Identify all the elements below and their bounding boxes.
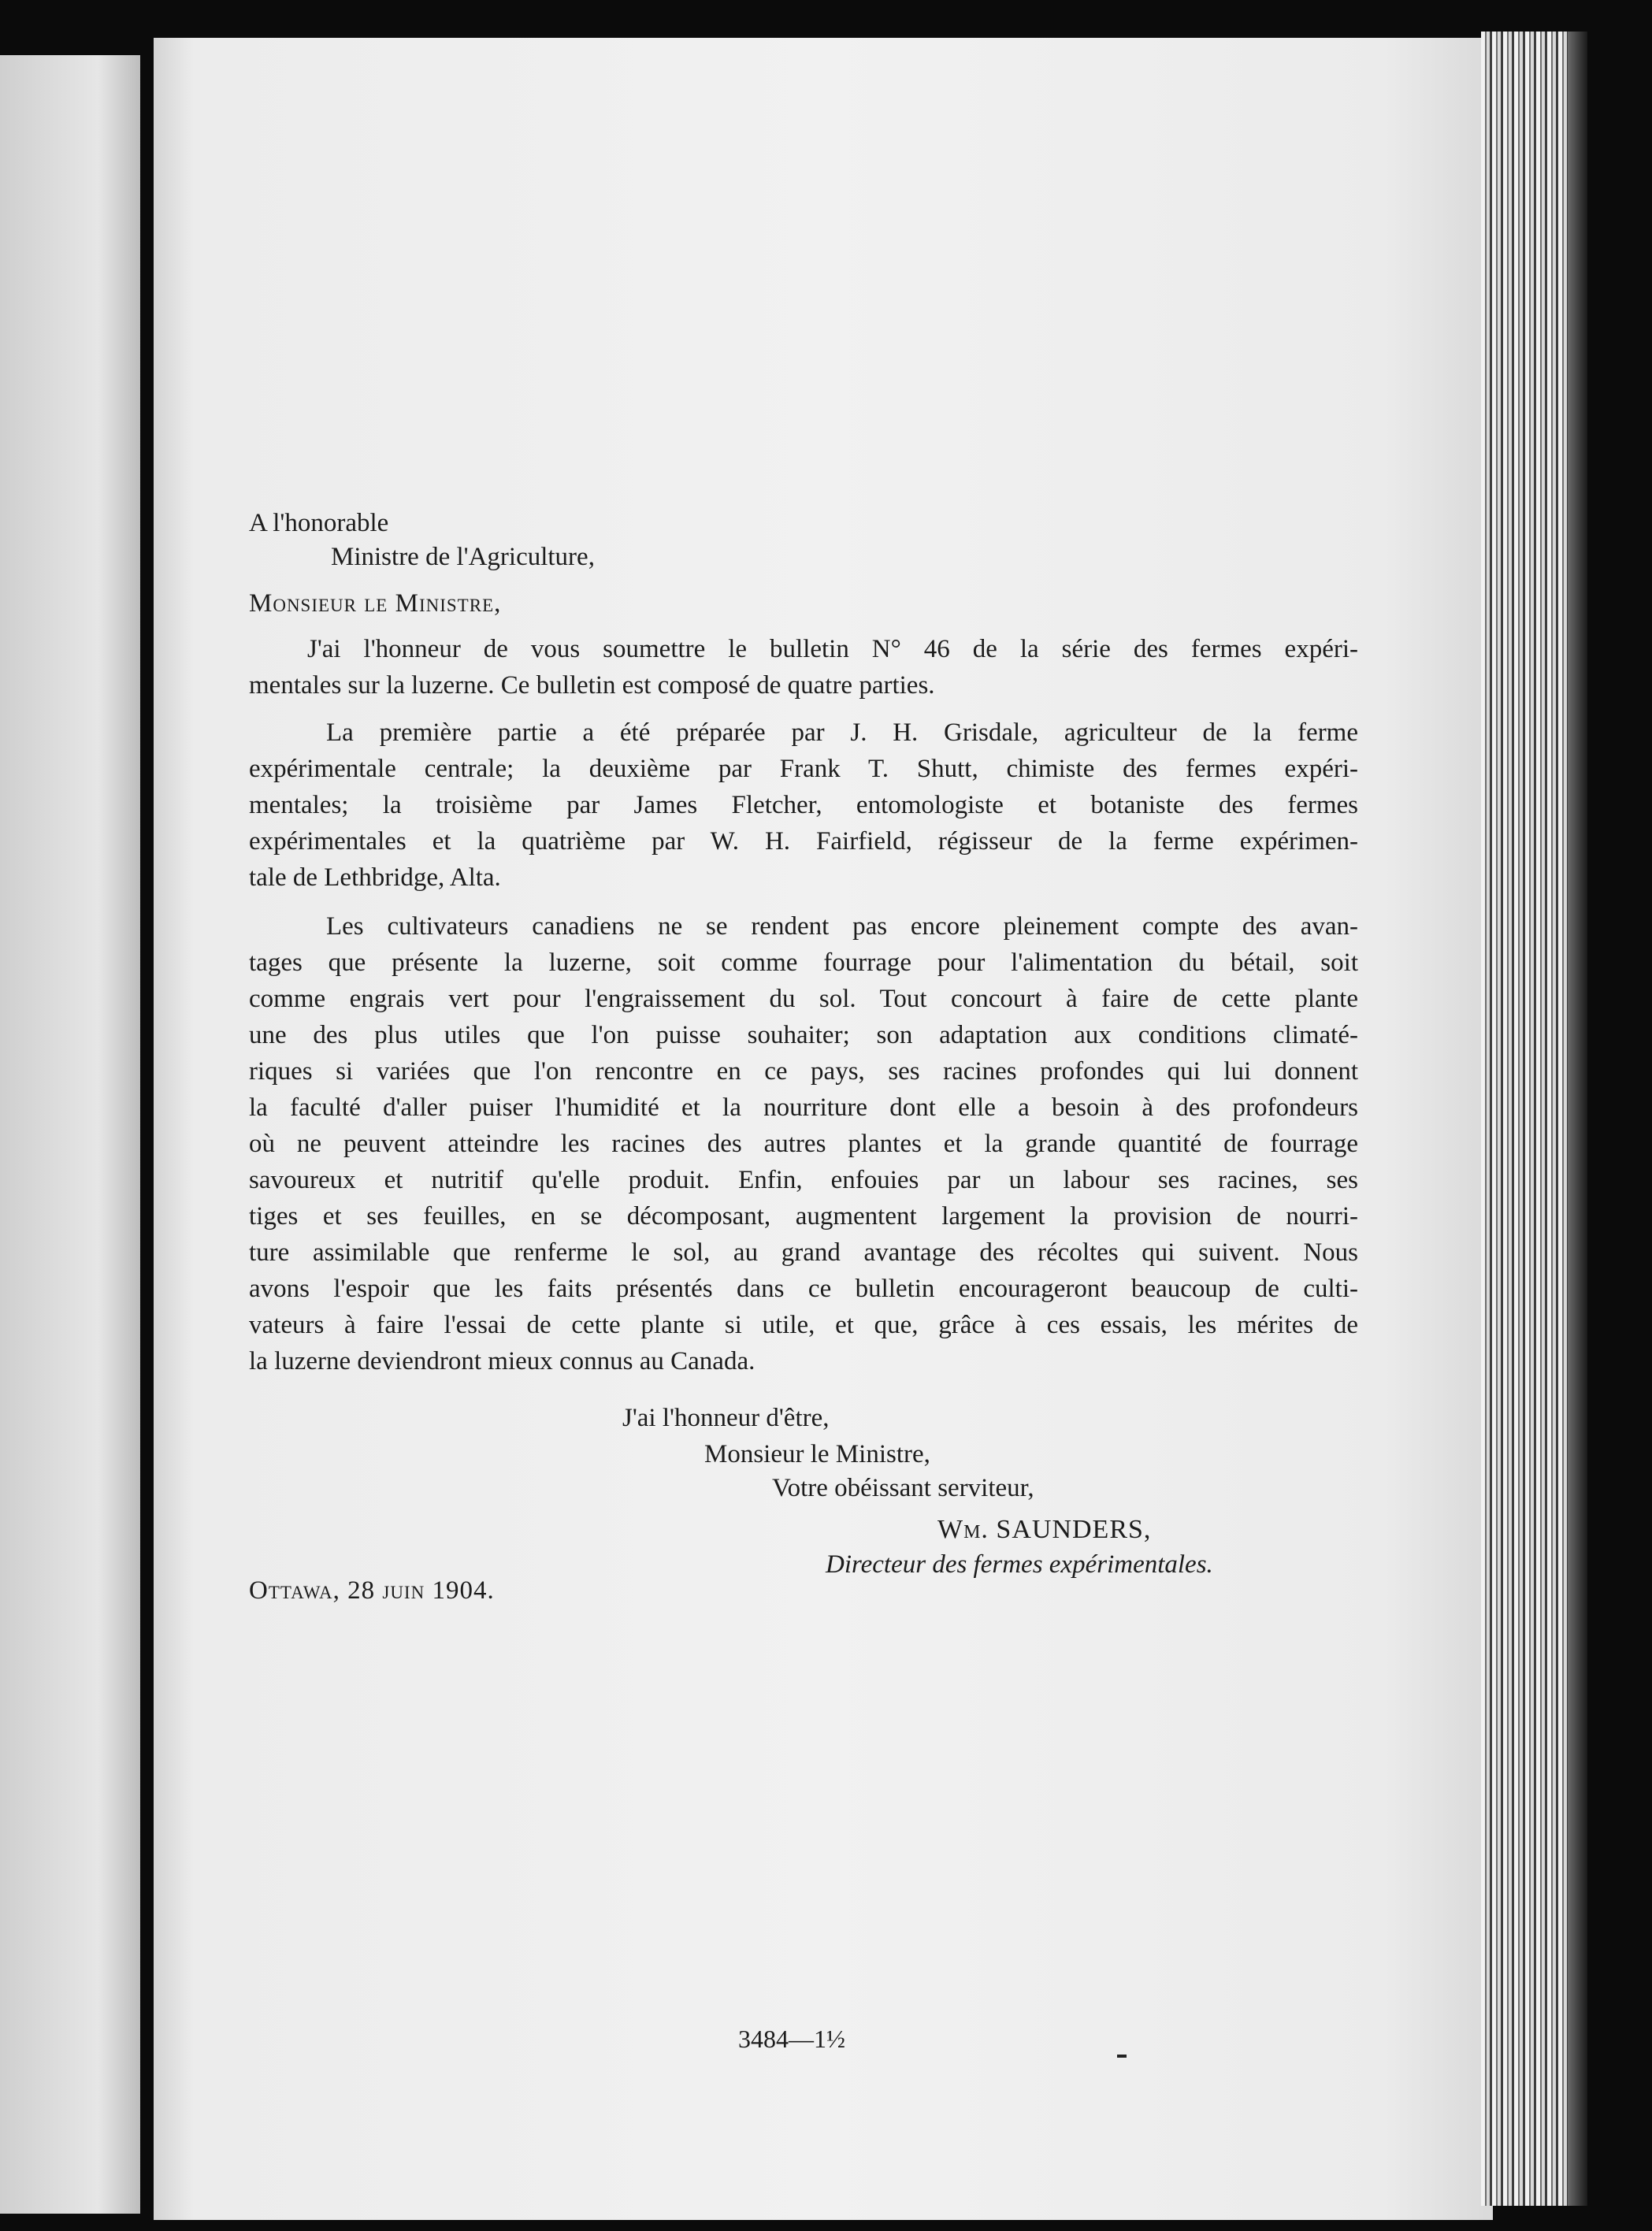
paragraph-2-line-3: mentales; la troisième par James Fletcher, entomologiste et botaniste des fermes xyxy=(249,791,1358,819)
paragraph-3-line-6: la faculté d'aller puiser l'humidité et la nourriture dont elle a besoin à des profondeurs xyxy=(249,1093,1358,1122)
paragraph-3-line-12: vateurs à faire l'essai de cette plante si utile, et que, grâce à ces essais, les mérites de xyxy=(249,1311,1358,1339)
salutation-line-2: Ministre de l'Agriculture, xyxy=(331,543,595,571)
paragraph-1-line-1: J'ai l'honneur de vous soumettre le bulletin N° 46 de la série des fermes expéri- xyxy=(307,635,1358,663)
ink-mark xyxy=(1117,2055,1127,2058)
paragraph-2-line-4: expérimentales et la quatrième par W. H. Fairfield, régisseur de la ferme expérimen- xyxy=(249,827,1358,856)
paragraph-3-line-8: savoureux et nutritif qu'elle produit. Enfin, enfouies par un labour ses racines, ses xyxy=(249,1166,1358,1194)
closing-line-2: Monsieur le Ministre, xyxy=(704,1440,930,1468)
salutation-address: Monsieur le Ministre, xyxy=(249,589,502,618)
closing-line-1: J'ai l'honneur d'être, xyxy=(622,1404,830,1432)
paragraph-2-line-2: expérimentale centrale; la deuxième par Frank T. Shutt, chimiste des fermes expéri- xyxy=(249,755,1358,783)
paragraph-3-line-7: où ne peuvent atteindre les racines des autres plantes et la grande quantité de fourrage xyxy=(249,1130,1358,1158)
place-date: Ottawa, 28 juin 1904. xyxy=(249,1576,495,1605)
page-folio: 3484—1½ xyxy=(738,2025,845,2053)
paragraph-3-line-5: riques si variées que l'on rencontre en ce pays, ses racines profondes qui lui donnent xyxy=(249,1057,1358,1086)
signature-title: Directeur des fermes expérimentales. xyxy=(826,1550,1213,1579)
salutation-line-1: A l'honorable xyxy=(249,509,389,537)
stacked-page-edges xyxy=(1481,32,1568,2206)
paragraph-3-line-9: tiges et ses feuilles, en se décomposant, augmentent largement la provision de nourri- xyxy=(249,1202,1358,1231)
signature-name: Wm. SAUNDERS, xyxy=(937,1515,1152,1544)
paragraph-3-line-3: comme engrais vert pour l'engraissement du sol. Tout concourt à faire de cette plante xyxy=(249,985,1358,1013)
paragraph-3-line-4: une des plus utiles que l'on puisse souhaiter; son adaptation aux conditions climaté- xyxy=(249,1021,1358,1049)
paragraph-3-line-1: Les cultivateurs canadiens ne se rendent pas encore pleinement compte des avan- xyxy=(326,912,1358,941)
paragraph-1-line-2: mentales sur la luzerne. Ce bulletin est composé de quatre parties. xyxy=(249,671,935,700)
left-page-edge xyxy=(0,55,140,2214)
paragraph-3-line-13: la luzerne deviendront mieux connus au Canada. xyxy=(249,1347,755,1375)
binding-shadow xyxy=(1568,32,1587,2206)
paragraph-2-line-1: La première partie a été préparée par J. H. Grisdale, agriculteur de la ferme xyxy=(326,718,1358,747)
paragraph-3-line-10: ture assimilable que renferme le sol, au grand avantage des récoltes qui suivent. Nous xyxy=(249,1238,1358,1267)
paragraph-3-line-2: tages que présente la luzerne, soit comme fourrage pour l'alimentation du bétail, soit xyxy=(249,948,1358,977)
paragraph-3-line-11: avons l'espoir que les faits présentés dans ce bulletin encourageront beaucoup de culti- xyxy=(249,1275,1358,1303)
closing-line-3: Votre obéissant serviteur, xyxy=(772,1474,1034,1502)
paragraph-2-line-5: tale de Lethbridge, Alta. xyxy=(249,863,501,892)
page-sheet xyxy=(154,38,1493,2220)
